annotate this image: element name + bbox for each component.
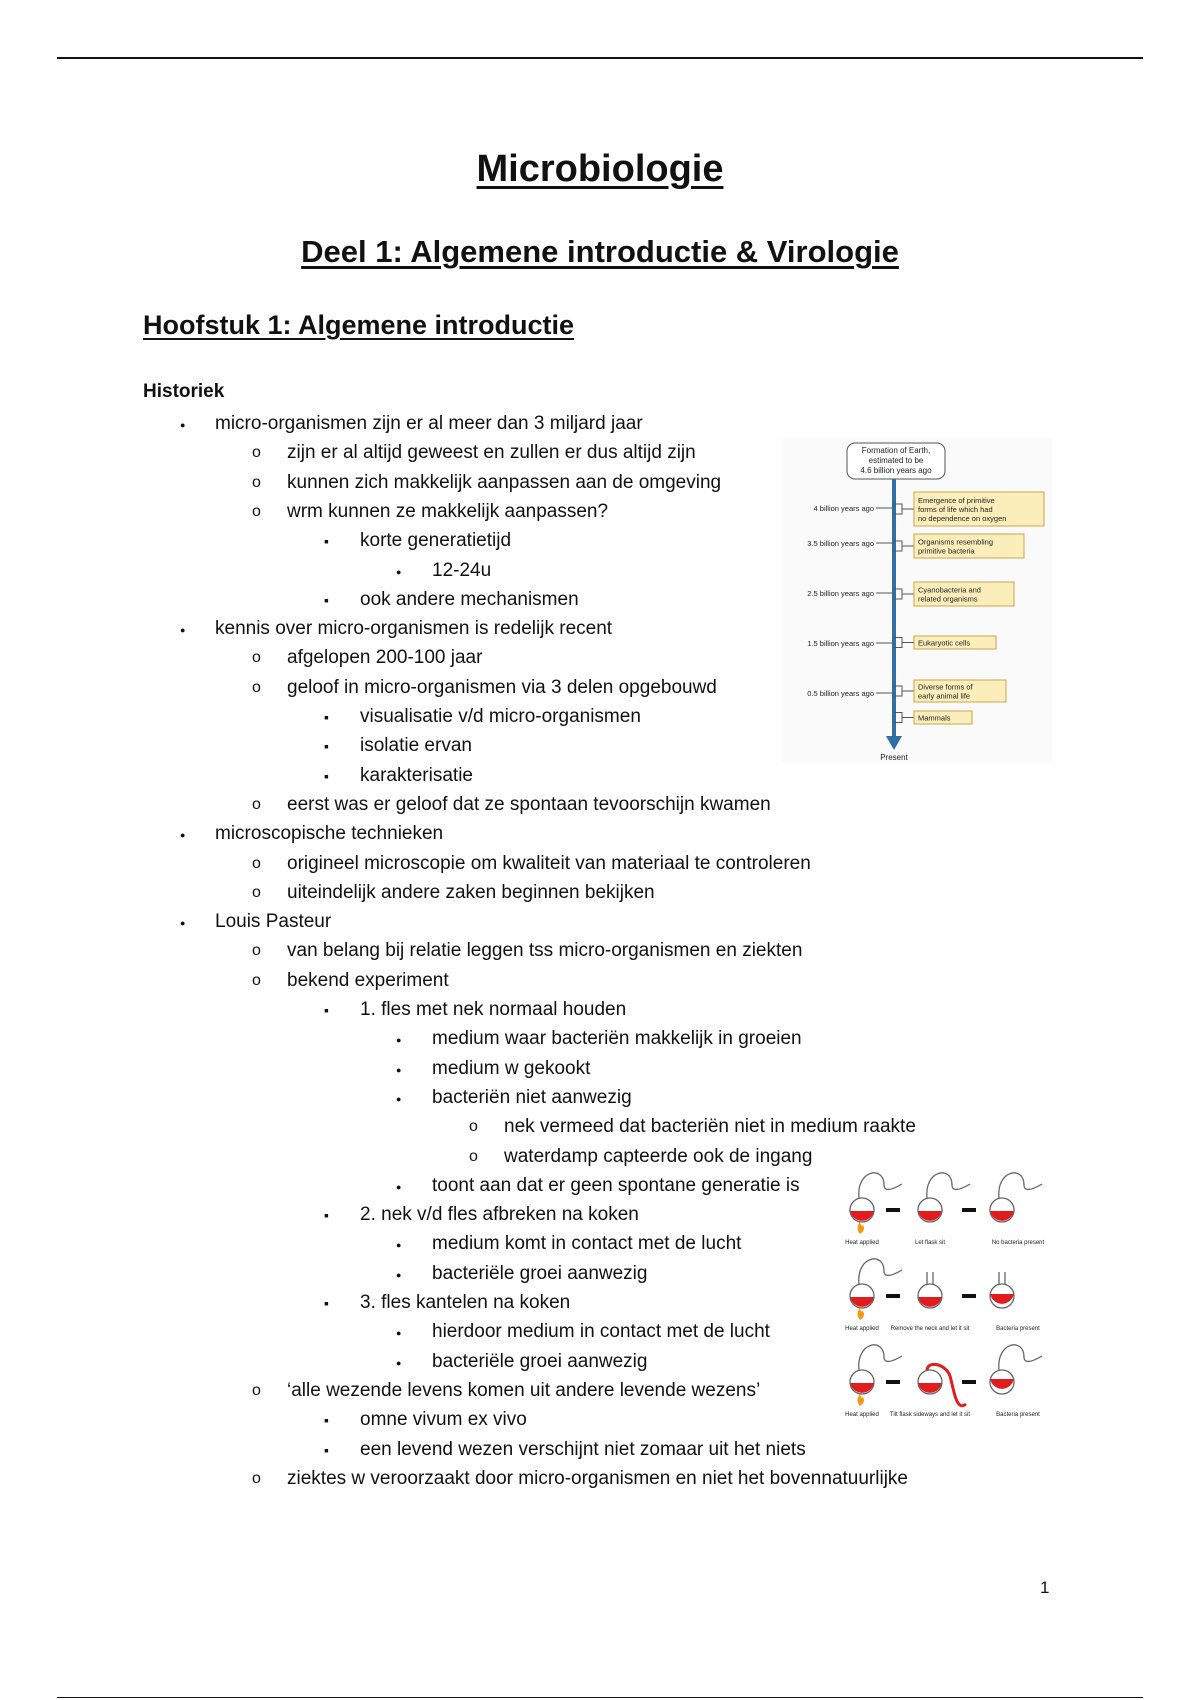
bullet-marker	[252, 793, 261, 817]
bullet-marker	[396, 1262, 401, 1287]
list-item: 1. fles met nek normaal houden	[360, 999, 627, 1020]
list-item: bacteriën niet aanwezig	[432, 1087, 632, 1108]
bullet-marker	[324, 734, 329, 759]
bullet-marker	[252, 881, 261, 905]
list-item: isolatie ervan	[360, 735, 472, 756]
list-item: nek vermeed dat bacteriën niet in medium raakte	[504, 1116, 916, 1137]
flask-step-label: Bacteria present	[996, 1412, 1040, 1418]
flame-icon	[858, 1394, 865, 1406]
list-item: ‘alle wezende levens komen uit andere levende wezens’	[287, 1380, 761, 1401]
flask-step-label: Heat applied	[845, 1326, 879, 1332]
list-item: kunnen zich makkelijk aanpassen aan de omgeving	[287, 472, 722, 493]
step-arrow	[886, 1208, 900, 1212]
flask-step-label: Let flask sit	[914, 1240, 946, 1246]
list-item: geloof in micro-organismen via 3 delen opgebouwd	[287, 677, 717, 698]
figure-label: Formation of Earth,	[861, 446, 931, 455]
flask-step-label: No bacteria present	[991, 1240, 1045, 1246]
figure-label: Emergence of primitive	[918, 496, 995, 505]
list-item: bacteriële groei aanwezig	[432, 1351, 648, 1372]
bullet-marker	[396, 559, 401, 584]
list-item: wrm kunnen ze makkelijk aanpassen?	[287, 501, 609, 522]
bullet-marker	[469, 1115, 478, 1139]
list-item: omne vivum ex vivo	[360, 1409, 527, 1430]
time-label: 4 billion years ago	[813, 504, 874, 513]
flask-icon	[990, 1173, 1042, 1222]
step-arrow	[962, 1294, 976, 1298]
step-arrow	[962, 1380, 976, 1384]
list-item: bekend experiment	[287, 970, 449, 991]
top-rule	[57, 57, 1143, 59]
figure-label: 4.6 billion years ago	[860, 466, 932, 475]
list-item: eerst was er geloof dat ze spontaan tevoorschijn kwamen	[287, 794, 771, 815]
list-item: medium waar bacteriën makkelijk in groeien	[432, 1028, 802, 1049]
bottom-rule	[57, 1697, 1143, 1698]
bullet-marker	[324, 705, 329, 730]
figure-label: Mammals	[918, 713, 951, 723]
list-item: toont aan dat er geen spontane generatie is	[432, 1175, 800, 1196]
list-item: micro-organismen zijn er al meer dan 3 miljard jaar	[215, 413, 643, 434]
bullet-marker	[396, 1232, 401, 1257]
bullet-marker	[180, 822, 185, 847]
list-item: kennis over micro-organismen is redelijk recent	[215, 618, 613, 639]
bullet-marker	[252, 969, 261, 993]
timeline-present-label: Present	[880, 753, 908, 762]
bullet-marker	[252, 1467, 261, 1491]
list-item: 2. nek v/d fles afbreken na koken	[360, 1204, 639, 1225]
list-item: een levend wezen verschijnt niet zomaar uit het niets	[360, 1439, 806, 1460]
list-item: afgelopen 200-100 jaar	[287, 647, 483, 668]
bullet-marker	[252, 676, 261, 700]
list-item: hierdoor medium in contact met de lucht	[432, 1321, 770, 1342]
bullet-marker	[180, 910, 185, 935]
bullet-marker	[324, 588, 329, 613]
flask-step-label: Heat applied	[845, 1240, 879, 1246]
bullet-marker	[252, 939, 261, 963]
document-subtitle: Deel 1: Algemene introductie & Virologie	[301, 234, 899, 269]
flask-icon	[918, 1364, 966, 1405]
bullet-marker	[252, 1379, 261, 1403]
step-arrow	[886, 1380, 900, 1384]
figure-label: Eukaryotic cells	[918, 638, 971, 648]
time-label: 3.5 billion years ago	[807, 539, 874, 548]
page-number: 1	[1040, 1578, 1050, 1597]
bullet-marker	[396, 1320, 401, 1345]
list-item: ziektes w veroorzaakt door micro-organismen en niet het bovennatuurlijke	[287, 1468, 908, 1489]
list-item: medium w gekookt	[432, 1058, 591, 1079]
bullet-marker	[396, 1086, 401, 1111]
figure-label: Organisms resembling	[918, 537, 994, 547]
bullet-marker	[324, 998, 329, 1023]
bullet-marker	[252, 646, 261, 670]
flame-icon	[858, 1222, 865, 1234]
bullet-marker	[396, 1350, 401, 1375]
bullet-marker	[324, 764, 329, 789]
bullet-marker	[396, 1174, 401, 1199]
bullet-marker	[396, 1057, 401, 1082]
list-item: waterdamp capteerde ook de ingang	[504, 1146, 813, 1167]
bullet-marker	[324, 1438, 329, 1463]
flask-icon	[990, 1345, 1042, 1394]
document-title: Microbiologie	[476, 148, 724, 190]
bullet-marker	[396, 1027, 401, 1052]
list-item: uiteindelijk andere zaken beginnen bekijken	[287, 882, 655, 903]
figure-label: primitive bacteria	[918, 546, 975, 556]
time-label: 2.5 billion years ago	[807, 589, 874, 598]
bullet-marker	[180, 617, 185, 642]
figure-label: Cyanobacteria and	[918, 585, 981, 595]
list-item: Louis Pasteur	[215, 911, 332, 932]
bullet-marker	[252, 471, 261, 495]
list-item: bacteriële groei aanwezig	[432, 1263, 648, 1284]
bullet-marker	[252, 441, 261, 465]
list-item: karakterisatie	[360, 765, 473, 786]
flask-step-label: Tilt flask sideways and let it sit	[889, 1412, 971, 1418]
step-arrow	[962, 1208, 976, 1212]
bullet-marker	[324, 529, 329, 554]
flame-icon	[858, 1308, 865, 1320]
list-item: visualisatie v/d micro-organismen	[360, 706, 641, 727]
list-item: ook andere mechanismen	[360, 589, 579, 610]
flask-experiment-figure	[842, 1164, 1057, 1429]
time-label: 0.5 billion years ago	[807, 689, 874, 698]
time-label: 1.5 billion years ago	[807, 639, 874, 648]
chapter-heading: Hoofstuk 1: Algemene introductie	[143, 310, 575, 340]
list-item: origineel microscopie om kwaliteit van materiaal te controleren	[287, 853, 811, 874]
flask-icon	[850, 1173, 902, 1222]
list-item: microscopische technieken	[215, 823, 444, 844]
flask-step-label: Remove the neck and let it sit	[890, 1326, 970, 1332]
flask-icon	[918, 1173, 970, 1222]
figure-label: Diverse forms of	[918, 682, 973, 692]
figure-label: related organisms	[918, 594, 978, 604]
bullet-marker	[252, 500, 261, 524]
flask-icon	[850, 1259, 902, 1308]
figure-label: forms of life which had	[918, 505, 993, 514]
list-item: van belang bij relatie leggen tss micro-organismen en ziekten	[287, 940, 803, 961]
flask-icon	[918, 1272, 942, 1308]
bullet-marker	[469, 1145, 478, 1169]
list-item: 3. fles kantelen na koken	[360, 1292, 571, 1313]
timeline-figure	[782, 438, 1052, 763]
flask-icon	[850, 1345, 902, 1394]
list-item: korte generatietijd	[360, 530, 512, 551]
list-item: 12-24u	[432, 560, 492, 581]
flask-icon	[990, 1272, 1014, 1308]
section-heading: Historiek	[143, 381, 225, 402]
figure-label: no dependence on oxygen	[918, 514, 1007, 523]
bullet-marker	[180, 412, 185, 437]
list-item: medium komt in contact met de lucht	[432, 1233, 742, 1254]
flask-step-label: Heat applied	[845, 1412, 879, 1418]
bullet-marker	[324, 1408, 329, 1433]
step-arrow	[886, 1294, 900, 1298]
flask-step-label: Bacteria present	[996, 1326, 1040, 1332]
figure-label: estimated to be	[868, 456, 924, 465]
bullet-marker	[252, 852, 261, 876]
figure-label: early animal life	[918, 691, 971, 701]
bullet-marker	[324, 1291, 329, 1316]
bullet-marker	[324, 1203, 329, 1228]
list-item: zijn er al altijd geweest en zullen er dus altijd zijn	[287, 442, 696, 463]
